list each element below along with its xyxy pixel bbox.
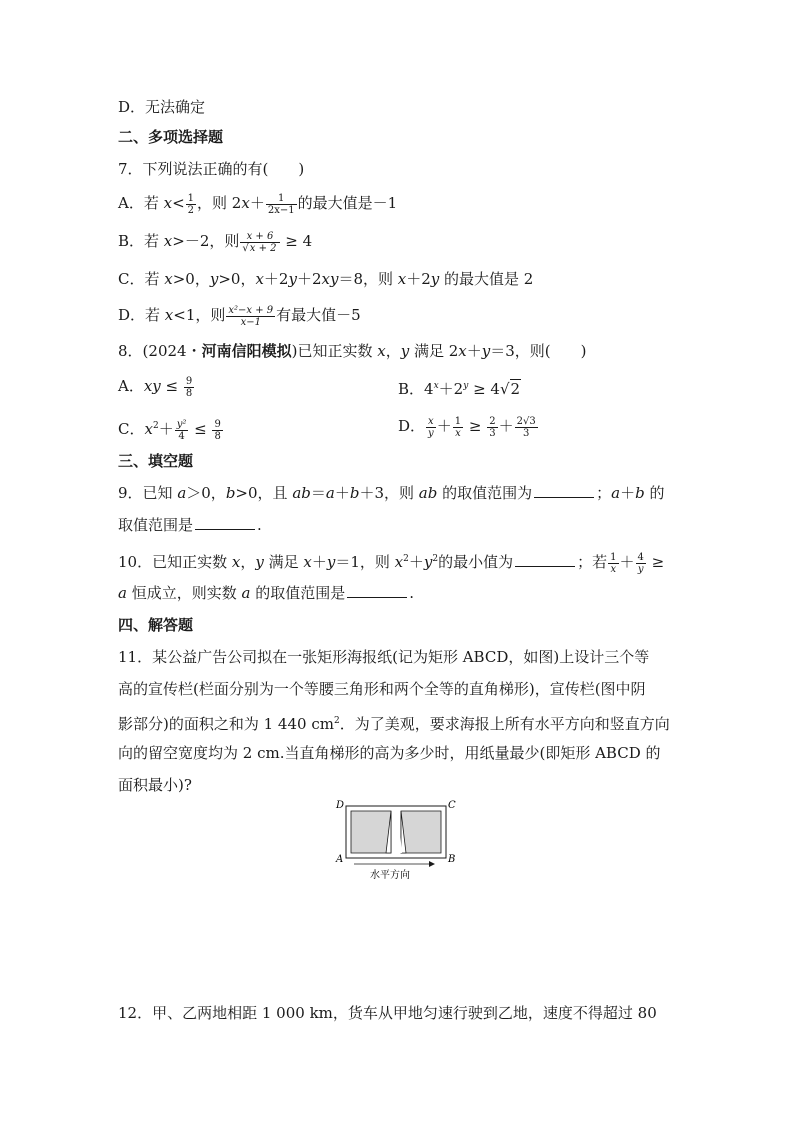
option-7c: C．若 x>0，y>0，x＋2y＋2xy＝8，则 x＋2y 的最大值是 2 (118, 270, 534, 288)
question-11-line2: 高的宣传栏(栏面分别为一个等腰三角形和两个全等的直角梯形)，宣传栏(图中阴 (118, 680, 646, 698)
question-12: 12．甲、乙两地相距 1 000 km，货车从甲地匀速行驶到乙地，速度不得超过 80 (118, 1004, 657, 1022)
option-8c: C．$x^2+$ $\frac{\text{y²}}{4}$ ≤ $\frac{9}{8}$ (118, 418, 221, 442)
section-heading-solutions: 四、解答题 (118, 616, 194, 634)
label-horizontal: 水平方向 (370, 870, 410, 881)
label-D: D (336, 800, 345, 811)
question-11-line4: 向的留空宽度均为 2 cm.当直角梯形的高为多少时，用纸量最少(即矩形 ABCD 的 (118, 744, 661, 762)
option-7d: D．若 x<1，则 $\frac{\text{x²−x + 9}}{x-1}$ 有最大值－5 (118, 304, 361, 328)
option-7d-prev: D．无法确定 (118, 98, 206, 116)
option-7b: B．若 x>－2，则 $\frac{x + 6}{√x + 2}$ ≥ 4 (118, 230, 313, 254)
label-B: B (448, 854, 456, 865)
question-7: 7．下列说法正确的有( ) (118, 160, 305, 178)
option-8a: A．xy ≤ $\frac{9}{8}$ (118, 375, 193, 399)
option-7a: A．若 x< $\frac{1}{2}$ ，则 2x＋ $\frac{1}{2x-1}$ 的最大值是－1 (118, 192, 398, 216)
option-8b: B．$4^x+2^y \ge 4√2$ (398, 380, 521, 398)
section-heading-fill-in: 三、填空题 (118, 452, 194, 470)
label-C: C (448, 800, 456, 811)
question-11-line1: 11．某公益广告公司拟在一张矩形海报纸(记为矩形 ABCD，如图)上设计三个等 (118, 648, 650, 666)
label-A: A (336, 854, 344, 865)
poster-figure (334, 796, 464, 886)
question-11-line5: 面积最小)? (118, 776, 192, 794)
answer-blank[interactable] (515, 552, 575, 567)
question-10-line1: 10．已知正实数 x，y 满足 x＋y＝1，则 $x^2+y^2$的最小值为 ；若 $\frac{1}{x}$ ＋ $\frac{4}{y}$ ≥ (118, 551, 665, 575)
answer-blank[interactable] (534, 483, 594, 498)
option-8d: D． $\frac{x}{y}$ ＋ $\frac{1}{x}$ ≥ $\frac{2}{3}$ ＋ $\frac{2√3}{3}$ (398, 415, 536, 439)
question-9-line2: 取值范围是 . (118, 516, 262, 534)
question-9-line1: 9．已知 a＞0，b>0，且 ab＝a＋b＋3，则 ab 的取值范围为 ；a＋b 的 (118, 484, 665, 502)
answer-blank[interactable] (347, 583, 407, 598)
question-11-line3: 影部分)的面积之和为 1 440 $cm^2$．为了美观，要求海报上所有水平方向和竖直方向 (118, 715, 670, 733)
section-heading-multiple-choice: 二、多项选择题 (118, 128, 224, 146)
answer-blank[interactable] (195, 515, 255, 530)
question-10-line2: a 恒成立，则实数 a 的取值范围是 . (118, 584, 415, 602)
question-8: 8．(2024・河南信阳模拟)已知正实数 x，y 满足 2x＋y＝3，则( ) (118, 342, 587, 360)
